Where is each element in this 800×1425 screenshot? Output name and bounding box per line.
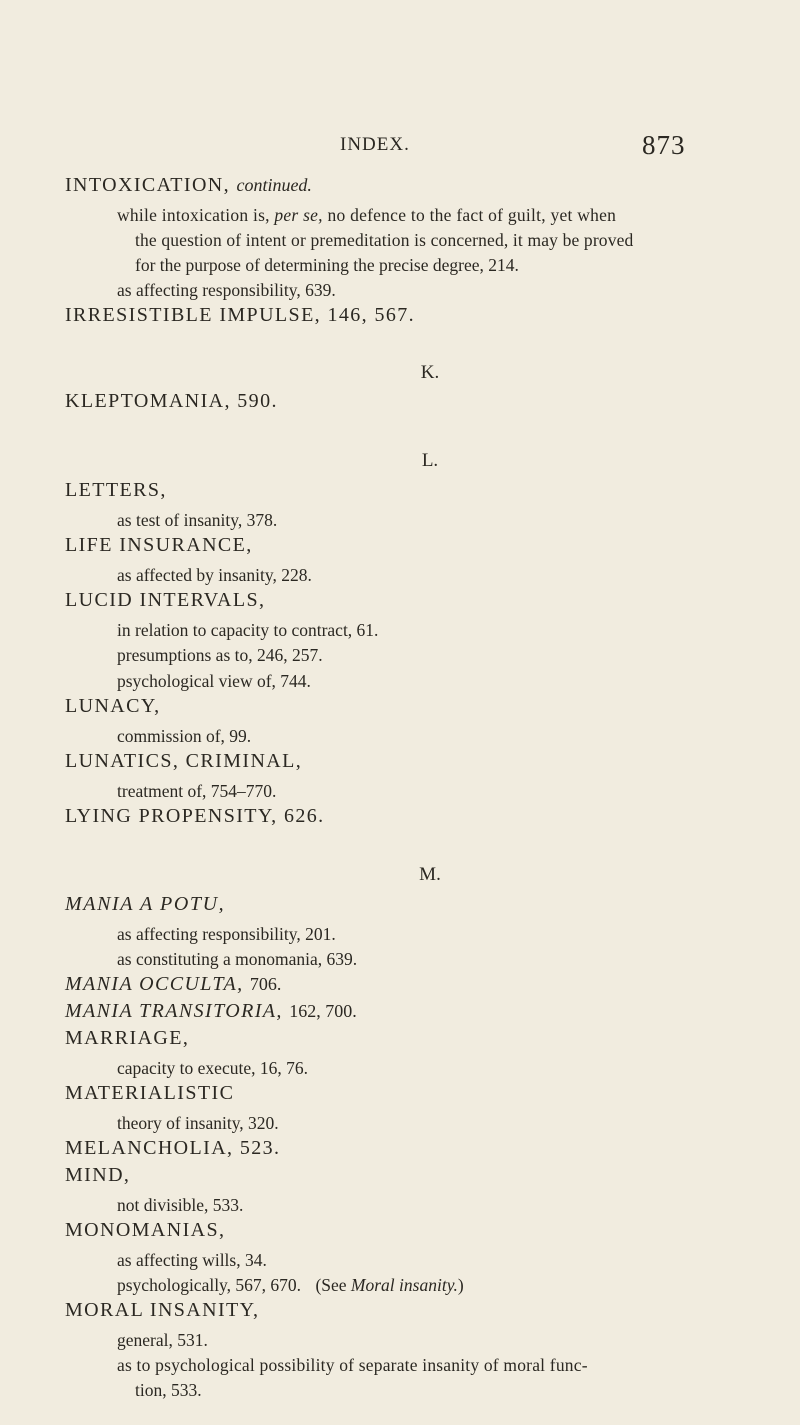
index-entry-irresistible-impulse: IRRESISTIBLE IMPULSE, 146, 567. <box>65 304 416 326</box>
cross-reference: Moral insanity. <box>350 1275 458 1295</box>
subentry-continuation: tion, 533. <box>135 1380 202 1400</box>
subentry-line: as affected by insanity, 228. <box>117 565 312 585</box>
index-entry-life-insurance: LIFE INSURANCE, <box>65 534 253 556</box>
index-entry-melancholia: MELANCHOLIA, 523. <box>65 1137 281 1159</box>
subentry-line: general, 531. <box>117 1330 208 1350</box>
letter-heading-m: M. <box>419 864 441 885</box>
subentry-continuation: the question of intent or premeditation is concerned, it may be proved <box>135 230 634 250</box>
subentry-line: psychological view of, 744. <box>117 671 311 691</box>
subentry-line: presumptions as to, 246, 257. <box>117 645 323 665</box>
index-entry-mania-occulta: MANIA OCCULTA, 706. <box>65 973 282 995</box>
subentry-line: as to psychological possibility of separate insanity of moral func- <box>117 1355 588 1375</box>
subentry-line: capacity to execute, 16, 76. <box>117 1058 308 1078</box>
subentry-line: commission of, 99. <box>117 726 252 746</box>
index-entry-letters: LETTERS, <box>65 479 167 501</box>
letter-heading-l: L. <box>421 450 439 471</box>
page-number: 873 <box>642 130 686 160</box>
subentry-line: as affecting wills, 34. <box>117 1250 267 1270</box>
index-entry-lunatics-criminal: LUNATICS, CRIMINAL, <box>65 750 303 772</box>
subentry-continuation: for the purpose of determining the precise degree, 214. <box>135 255 519 275</box>
index-entry-moral-insanity: MORAL INSANITY, <box>65 1299 260 1321</box>
running-head <box>0 130 800 164</box>
subentry-line: as affecting responsibility, 639. <box>117 280 336 300</box>
index-entry-kleptomania: KLEPTOMANIA, 590. <box>65 390 278 412</box>
index-entry-monomanias: MONOMANIAS, <box>65 1219 226 1241</box>
subentry-line: not divisible, 533. <box>117 1195 244 1215</box>
index-entry-materialistic: MATERIALISTIC <box>65 1082 235 1104</box>
letter-heading-k: K. <box>420 362 440 383</box>
subentry-line: as test of insanity, 378. <box>117 510 278 530</box>
subentry-line: in relation to capacity to contract, 61. <box>117 620 379 640</box>
index-entry-lying-propensity: LYING PROPENSITY, 626. <box>65 805 325 827</box>
index-entry-marriage: MARRIAGE, <box>65 1027 190 1049</box>
index-entry-mania-transitoria: MANIA TRANSITORIA, 162, 700. <box>65 1000 357 1022</box>
subentry-line: as affecting responsibility, 201. <box>117 924 336 944</box>
running-head-title: INDEX. <box>340 134 410 155</box>
subentry-line: theory of insanity, 320. <box>117 1113 279 1133</box>
subentry-line: as constituting a monomania, 639. <box>117 949 358 969</box>
subentry-line: treatment of, 754–770. <box>117 781 277 801</box>
index-entry-mania-a-potu: MANIA A POTU, <box>65 893 226 915</box>
subentry-line: psychologically, 567, 670. (See Moral insanity.) <box>117 1275 464 1295</box>
subentry-line: while intoxication is, per se, no defence to the fact of guilt, yet when <box>117 205 617 225</box>
index-entry-mind: MIND, <box>65 1164 131 1186</box>
index-entry-lucid-intervals: LUCID INTERVALS, <box>65 589 266 611</box>
index-entry-intoxication: INTOXICATION, continued. <box>65 174 312 196</box>
index-entry-lunacy: LUNACY, <box>65 695 161 717</box>
